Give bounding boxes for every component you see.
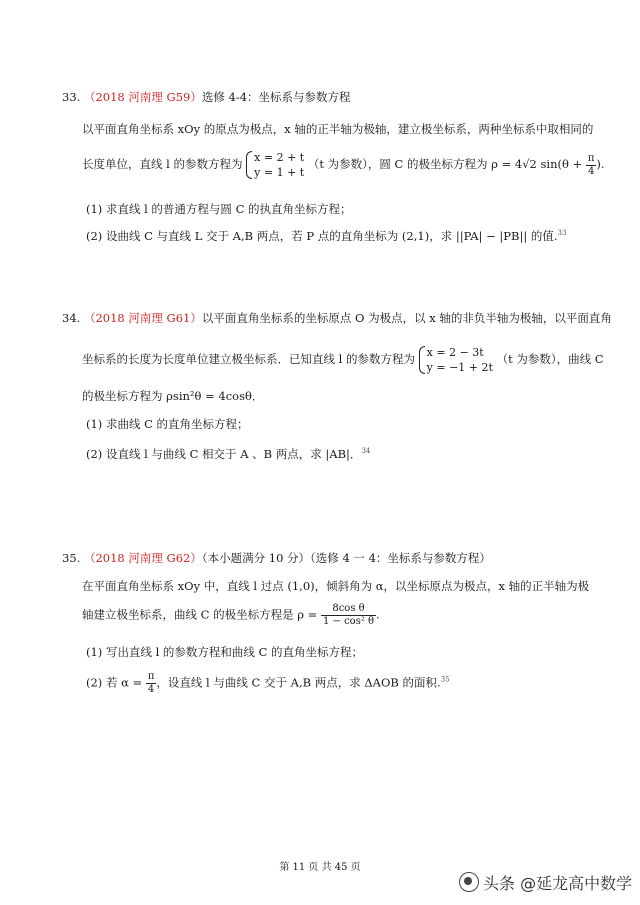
problem-33-part-1: (1) 求直线 l 的普通方程与圆 C 的执直角坐标方程；	[86, 202, 352, 216]
footnote-ref: 33	[557, 229, 567, 237]
frac-num: 8cos θ	[321, 603, 376, 616]
problem-34-line-1	[82, 345, 604, 375]
problem-35-line-2: 轴建立极坐标系，曲线 C 的极坐标方程是 ρ = $\frac{\text{8cos θ}}{\text{1 − cos² θ}}$ .	[82, 603, 380, 627]
watermark	[455, 871, 632, 894]
frac-den: 1 − cos² θ	[322, 616, 375, 627]
footnote-ref: 34	[361, 447, 371, 455]
problem-33-part-2	[86, 230, 566, 242]
line-text: 坐标系的长度为长度单位建立极坐标系．已知直线 l 的参数方程为	[82, 352, 415, 366]
line-text: （t 为参数），圆 C 的极坐标方程为 ρ = 4√2 sin(θ +	[307, 157, 586, 171]
system-eq-1: x = 2 − 3t	[426, 346, 484, 359]
problem-34-part-1: (1) 求曲线 C 的直角坐标方程；	[86, 417, 249, 431]
problem-34-title	[62, 313, 612, 325]
page-footer: 第 11 页 共 45 页	[279, 862, 361, 873]
frac-num: π	[147, 671, 155, 682]
problem-35-line-1: 在平面直角坐标系 xOy 中，直线 l 过点 (1,0)，倾斜角为 α，以坐标原点为极点，x 轴的正半轴为极	[82, 579, 590, 593]
system-eq-1: x = 2 + t	[254, 151, 305, 164]
parametric-system	[419, 345, 493, 375]
source-tag: （2018 河南理 G59）	[83, 90, 202, 104]
line-text: (2) 设曲线 C 与直线 L 交于 A,B 两点，若 P 点的直角坐标为 (2,1)，求 ||PA| − |PB|| 的值.	[86, 228, 558, 243]
source-tag: （2018 河南理 G62）	[83, 551, 202, 565]
frac-den: 4	[147, 684, 155, 695]
system-eq-2: y = 1 + t	[254, 166, 305, 179]
problem-33-line-2	[82, 150, 605, 180]
problem-34-part-2	[86, 448, 370, 460]
footnote-ref: 35	[440, 675, 450, 684]
system-eq-2: y = −1 + 2t	[426, 361, 493, 374]
problem-35-part-2	[86, 671, 450, 696]
fraction-alpha	[146, 671, 157, 696]
parametric-system	[246, 150, 304, 180]
line-text: (2) 设直线 l 与曲线 C 相交于 A 、B 两点，求 |AB|．	[86, 446, 362, 461]
problem-heading: 选修 4-4：坐标系与参数方程	[201, 90, 351, 104]
problem-33-line-1: 以平面直角坐标系 xOy 的原点为极点，x 轴的正半轴为极轴，建立极坐标系，两种坐标系中取相同的	[82, 122, 594, 136]
watermark-text: 头条 @延龙高中数学	[483, 874, 633, 893]
problem-33-title	[62, 92, 351, 104]
fraction	[586, 153, 597, 178]
frac-den: 4	[587, 165, 595, 177]
problem-heading: 以平面直角坐标系的坐标原点 O 为极点，以 x 轴的非负半轴为极轴，以平面直角	[201, 311, 612, 325]
watermark-logo-icon	[459, 872, 479, 892]
fraction-rho	[321, 603, 376, 628]
problem-number: 35.	[62, 551, 81, 565]
problem-number: 34.	[62, 311, 81, 325]
problem-35-title	[62, 553, 491, 565]
source-tag: （2018 河南理 G61）	[83, 311, 202, 325]
line-text: （t 为参数），曲线 C	[496, 352, 604, 366]
line-text: 长度单位，直线 l 的参数方程为	[82, 157, 243, 171]
problem-34-line-2: 的极坐标方程为 ρsin²θ = 4cosθ．	[82, 389, 264, 403]
line-tail: ).	[596, 157, 605, 171]
problem-number: 33.	[62, 90, 81, 104]
frac-num: π	[587, 152, 595, 164]
line-text: 轴建立极坐标系，曲线 C 的极坐标方程是 ρ =	[82, 607, 321, 622]
line-text: ，设直线 l 与曲线 C 交于 A,B 两点，求 ΔAOB 的面积.	[156, 675, 441, 690]
problem-heading: （本小题满分 10 分）（选修 4 一 4：坐标系与参数方程）	[201, 551, 491, 565]
line-text: (2) 若 α =	[86, 675, 146, 690]
problem-35-part-1: (1) 写出直线 l 的参数方程和曲线 C 的直角坐标方程；	[86, 645, 364, 659]
